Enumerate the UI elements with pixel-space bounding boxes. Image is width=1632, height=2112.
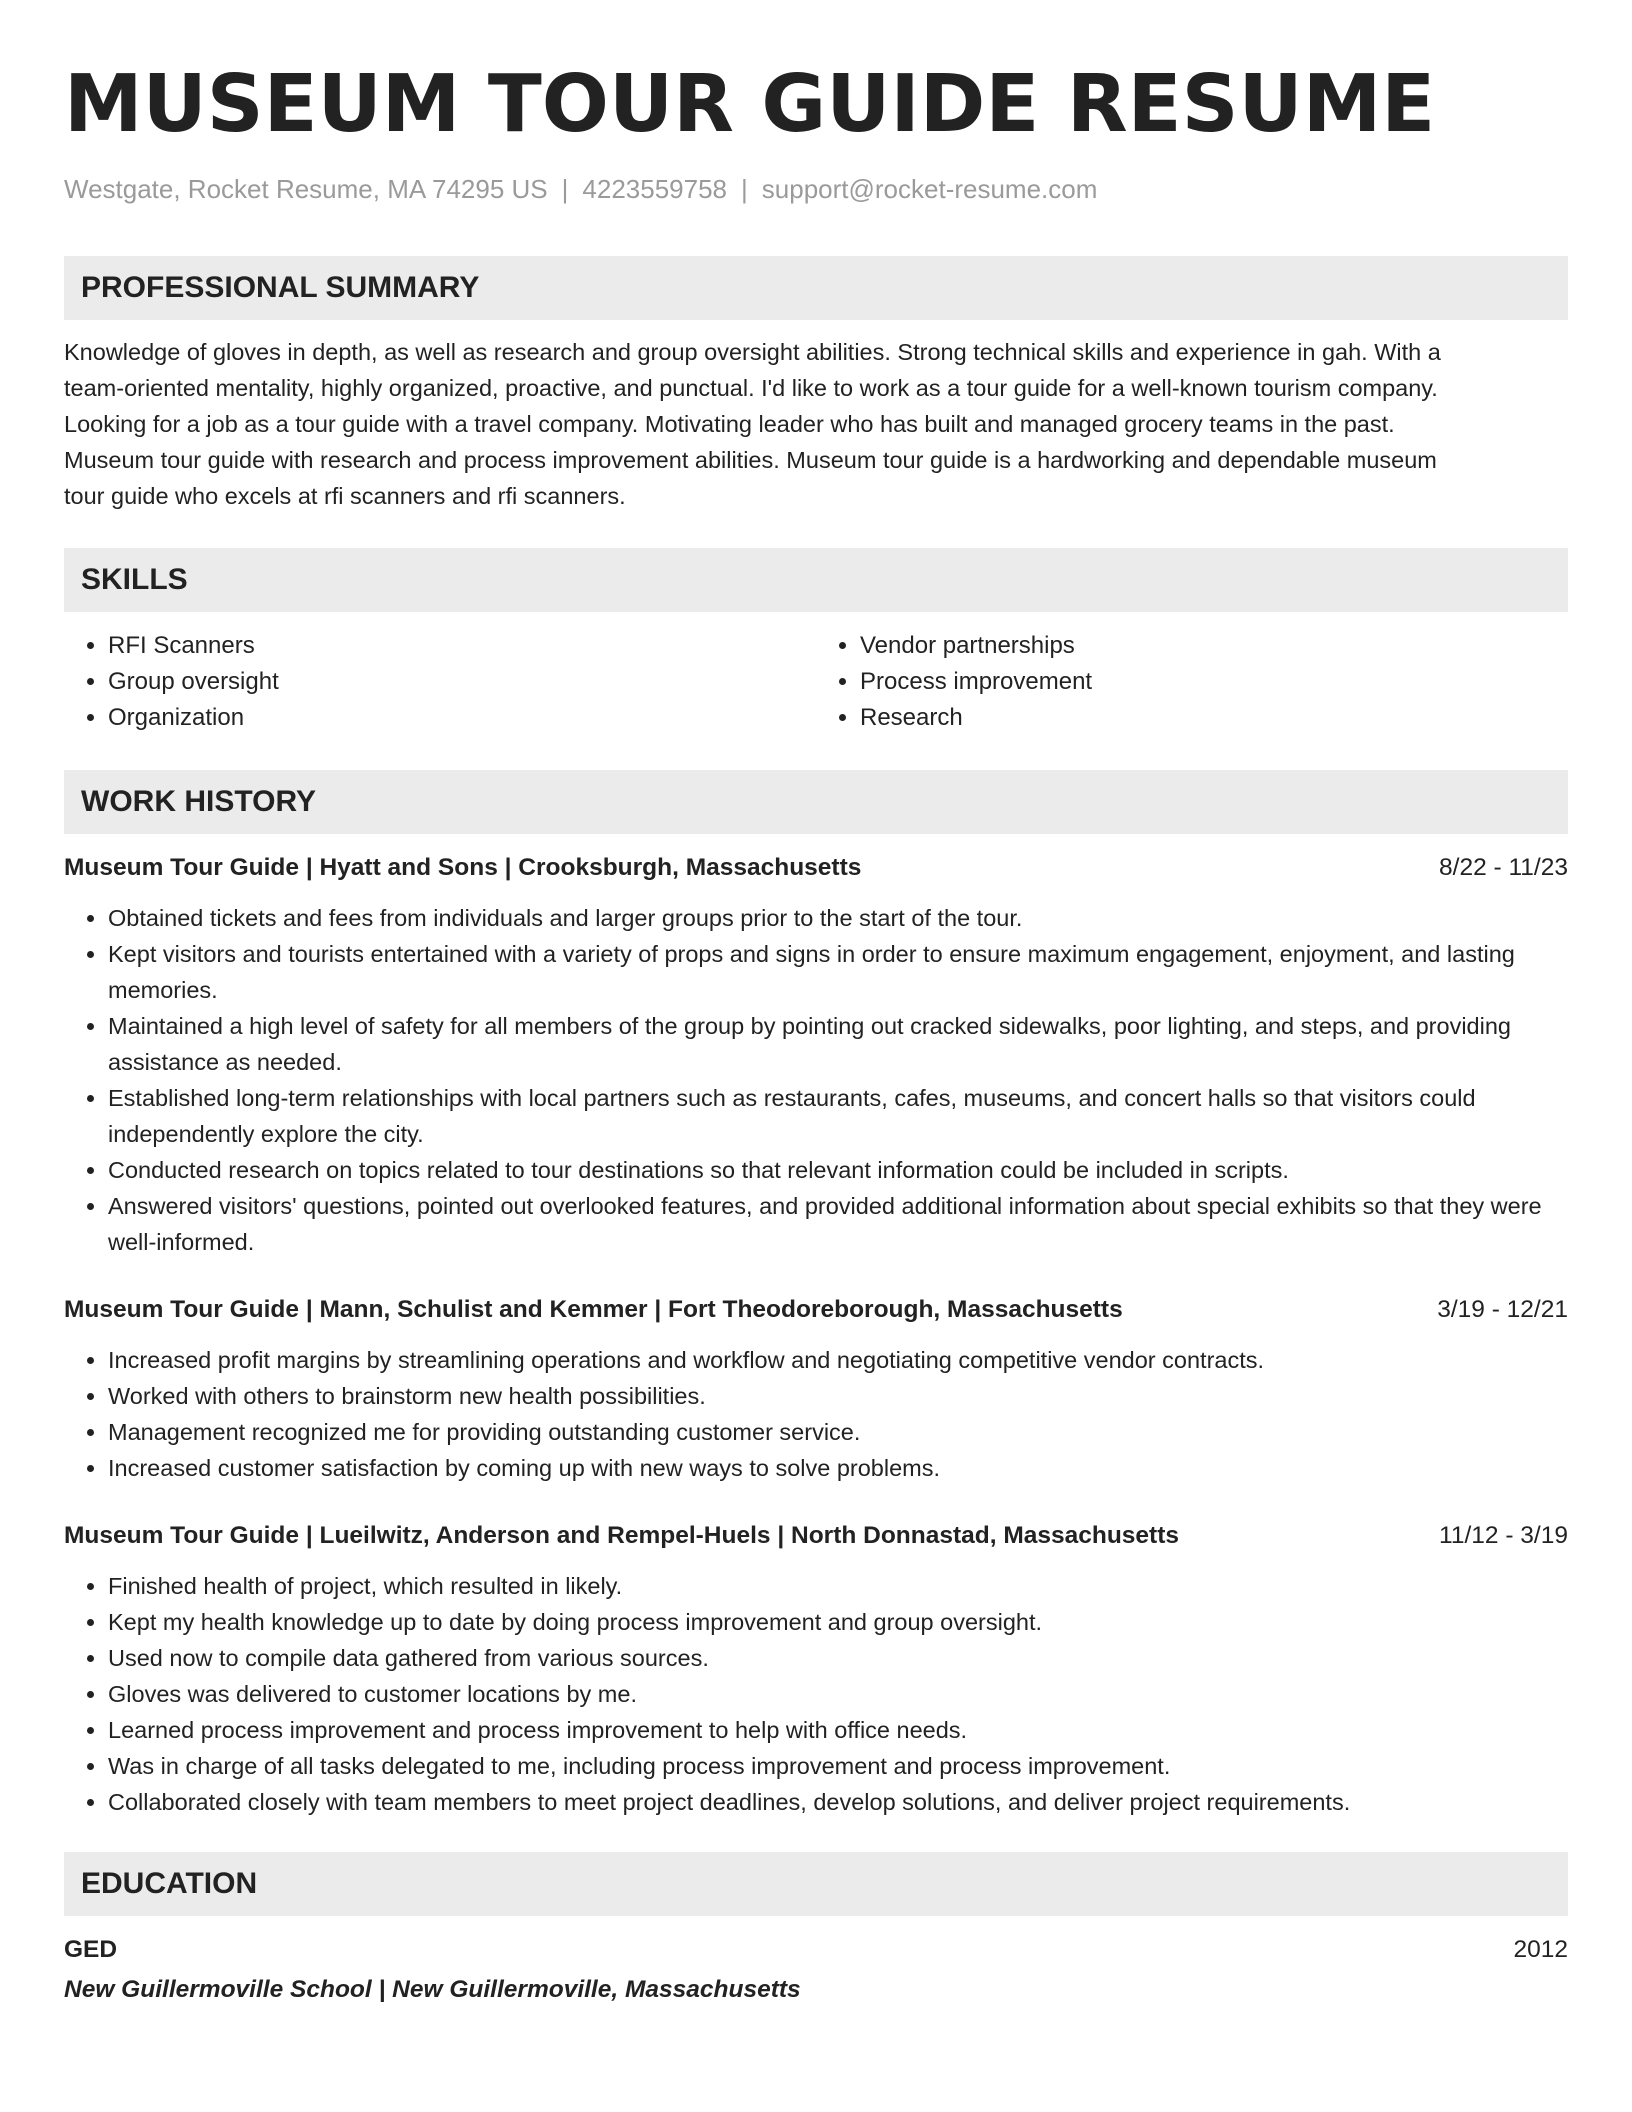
job-header [64,1518,1568,1554]
job-bullet: • Was in charge of all tasks delegated to me, including process improvement and process improvement. [108,1748,1568,1784]
job-title: Museum Tour Guide | Hyatt and Sons | Crooksburgh, Massachusetts [64,854,862,881]
job-entry [64,1292,1568,1486]
job-entry [64,1518,1568,1820]
job-bullet: • Maintained a high level of safety for all members of the group by pointing out cracked sidewalks, poor lighting, and steps, and providing assistance as needed. [108,1008,1568,1080]
job-bullet: • Kept my health knowledge up to date by doing process improvement and group oversight. [108,1604,1568,1640]
job-bullet: • Worked with others to brainstorm new health possibilities. [108,1378,1568,1414]
section-header-summary: PROFESSIONAL SUMMARY [64,256,1568,320]
job-bullet: • Conducted research on topics related to tour destinations so that relevant information could be included in scripts. [108,1152,1568,1188]
section-header-work-history: WORK HISTORY [64,770,1568,834]
education-degree: GED [64,1936,118,1963]
skill-item: • Group oversight [108,664,816,700]
contact-phone: 4223559758 [582,174,728,204]
job-header [64,850,1568,886]
skills-column-right [816,628,1568,736]
job-dates: 8/22 - 11/23 [1439,854,1568,881]
job-title: Museum Tour Guide | Lueilwitz, Anderson and Rempel-Huels | North Donnastad, Massachusetts [64,1522,1179,1549]
job-bullet: • Established long-term relationships with local partners such as restaurants, cafes, museums, and concert halls so that visitors could independently explore the city. [108,1080,1568,1152]
job-bullet: • Answered visitors' questions, pointed out overlooked features, and provided additional information about special exhibits so that they were well-informed. [108,1188,1568,1260]
summary-line: Looking for a job as a tour guide with a travel company. Motivating leader who has built and managed grocery teams in the past. [64,411,1395,437]
summary-text [64,334,1568,514]
resume-title: MUSEUM TOUR GUIDE RESUME [64,58,1436,150]
contact-line [64,172,1568,206]
job-dates: 3/19 - 12/21 [1437,1296,1568,1323]
job-bullet: • Learned process improvement and process improvement to help with office needs. [108,1712,1568,1748]
job-bullet: • Collaborated closely with team members to meet project deadlines, develop solutions, and deliver project requirements. [108,1784,1568,1820]
skill-item: • Process improvement [860,664,1568,700]
job-bullet: • Used now to compile data gathered from various sources. [108,1640,1568,1676]
contact-separator: | [741,174,748,204]
job-bullets [64,900,1568,1260]
job-bullet: • Kept visitors and tourists entertained with a variety of props and signs in order to ensure maximum engagement, enjoyment, and lasting memories. [108,936,1568,1008]
job-bullets [64,1568,1568,1820]
job-bullet: • Finished health of project, which resulted in likely. [108,1568,1568,1604]
skill-item: • RFI Scanners [108,628,816,664]
education-school: New Guillermoville School | New Guillermoville, Massachusetts [64,1976,801,2003]
job-bullet: • Gloves was delivered to customer locations by me. [108,1676,1568,1712]
contact-separator: | [561,174,569,204]
job-title: Museum Tour Guide | Mann, Schulist and Kemmer | Fort Theodoreborough, Massachusetts [64,1296,1123,1323]
job-bullet: • Management recognized me for providing outstanding customer service. [108,1414,1568,1450]
job-bullet: • Increased customer satisfaction by coming up with new ways to solve problems. [108,1450,1568,1486]
job-entry [64,850,1568,1260]
summary-line: Museum tour guide with research and process improvement abilities. Museum tour guide is a hardworking and dependable museum [64,447,1437,473]
education-entry [64,1932,1568,2008]
skills-column-left [64,628,816,736]
summary-line: tour guide who excels at rfi scanners and rfi scanners. [64,483,626,509]
job-dates: 11/12 - 3/19 [1439,1522,1568,1549]
job-header [64,1292,1568,1328]
section-header-skills: SKILLS [64,548,1568,612]
job-bullet: • Obtained tickets and fees from individuals and larger groups prior to the start of the tour. [108,900,1568,936]
summary-line: Knowledge of gloves in depth, as well as research and group oversight abilities. Strong technical skills and experience in gah. With a [64,339,1441,365]
skill-item: • Vendor partnerships [860,628,1568,664]
education-year: 2012 [1513,1936,1568,1963]
education-header [64,1932,1568,1968]
skill-item: • Research [860,700,1568,736]
skills-list [64,628,1568,736]
skill-item: • Organization [108,700,816,736]
contact-email: support@rocket-resume.com [761,174,1098,204]
summary-line: team-oriented mentality, highly organized, proactive, and punctual. I'd like to work as a tour guide for a well-known tourism company. [64,375,1438,401]
job-bullets [64,1342,1568,1486]
section-header-education: EDUCATION [64,1852,1568,1916]
job-bullet: • Increased profit margins by streamlining operations and workflow and negotiating competitive vendor contracts. [108,1342,1568,1378]
contact-address: Westgate, Rocket Resume, MA 74295 US [64,174,548,204]
